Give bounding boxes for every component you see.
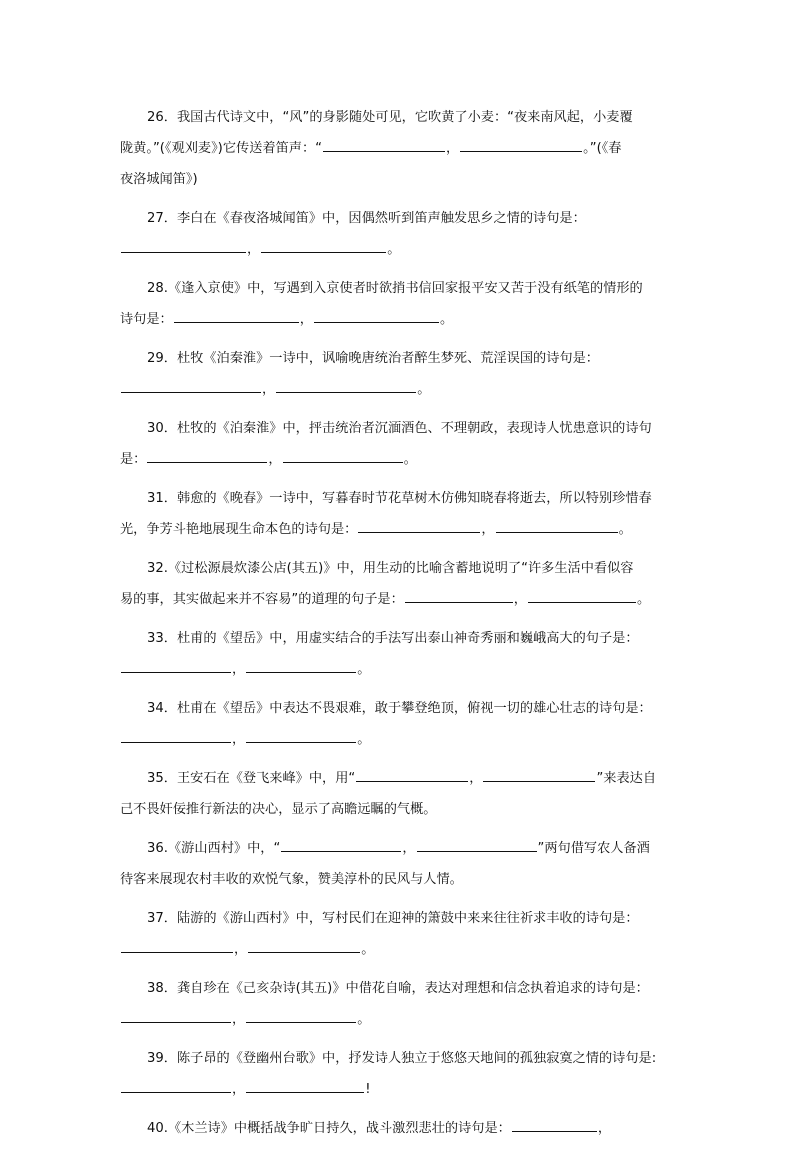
answer-blank[interactable] [358,519,480,533]
answer-blank[interactable] [276,379,416,393]
question-39 [120,1043,678,1105]
question-34 [120,693,678,755]
answer-blank[interactable] [323,138,445,152]
question-28 [120,273,678,335]
answer-blank[interactable] [483,768,595,782]
question-40 [120,1113,678,1144]
answer-blank[interactable] [417,838,537,852]
answer-blank[interactable] [121,729,231,743]
question-text: 夜洛城闻笛》) [120,172,198,187]
question-text: 己不畏奸佞推行新法的决心，显示了高瞻远瞩的气概。 [120,802,437,817]
answer-blank[interactable] [174,309,299,323]
answer-blank[interactable] [121,1009,231,1023]
question-29 [120,343,678,405]
answer-blank[interactable] [512,1118,597,1132]
question-33 [120,623,678,685]
answer-blank[interactable] [121,379,261,393]
question-27 [120,203,678,265]
question-text: 31．韩愈的《晚春》一诗中，写暮春时节花草树木仿佛知晓春将逝去，所以特别珍惜春 [147,491,652,506]
question-text: 38．龚自珍在《己亥杂诗(其五)》中借花自喻，表达对理想和信念执着追求的诗句是： [147,981,649,996]
question-text: 30．杜牧的《泊秦淮》中，抨击统治者沉湎酒色、不理朝政，表现诗人忧患意识的诗句 [147,421,652,436]
answer-line: ， 。 [120,1004,678,1035]
question-text: 26．我国古代诗文中，“风”的身影随处可见，它吹黄了小麦：“夜来南风起，小麦覆 [147,110,633,125]
question-text: 35．王安石在《登飞来峰》中，用“ ， ”来表达自 [120,763,678,794]
answer-blank[interactable] [281,838,401,852]
question-text: 32.《过松源晨炊漆公店(其五)》中，用生动的比喻含蓄地说明了“许多生活中看似容 [147,561,634,576]
answer-blank[interactable] [121,239,246,253]
question-text: 34．杜甫在《望岳》中表达不畏艰难，敢于攀登绝顶，俯视一切的雄心壮志的诗句是： [147,701,652,716]
question-26 [120,102,678,195]
answer-line: ， 。 [120,724,678,755]
question-text: 39．陈子昂的《登幽州台歌》中，抒发诗人独立于悠悠天地间的孤独寂寞之情的诗句是: [147,1051,657,1066]
question-text: 27．李白在《春夜洛城闻笛》中，因偶然听到笛声触发思乡之情的诗句是： [147,211,586,226]
question-text: 28.《逢入京使》中，写遇到入京使者时欲捎书信回家报平安又苦于没有纸笔的情形的 [147,281,643,296]
answer-blank[interactable] [261,239,386,253]
answer-line: 诗句是： ， 。 [120,304,678,335]
answer-blank[interactable] [246,729,356,743]
answer-blank[interactable] [314,309,439,323]
answer-blank[interactable] [246,659,356,673]
question-text: 33．杜甫的《望岳》中，用虚实结合的手法写出泰山神奇秀丽和巍峨高大的句子是： [147,631,639,646]
answer-line: ， 。 [120,374,678,405]
answer-blank[interactable] [121,1079,231,1093]
question-30 [120,413,678,475]
answer-blank[interactable] [246,1079,364,1093]
question-31 [120,483,678,545]
question-37 [120,903,678,965]
question-text: 陇黄。”(《观刈麦》)它传送着笛声：“ ， 。”(《春 [120,133,678,164]
question-text: 29．杜牧《泊秦淮》一诗中，讽喻晚唐统治者醉生梦死、荒淫误国的诗句是： [147,351,599,366]
question-text: 36.《游山西村》中，“ ， ”两句借写农人备酒 [120,833,678,864]
answer-blank[interactable] [147,449,267,463]
answer-line: 光，争芳斗艳地展现生命本色的诗句是： ， 。 [120,514,678,545]
answer-blank[interactable] [496,519,618,533]
answer-blank[interactable] [283,449,403,463]
answer-blank[interactable] [246,1009,356,1023]
question-list [120,102,678,1152]
answer-blank[interactable] [528,589,636,603]
answer-line: 是： ， 。 [120,444,678,475]
question-38 [120,973,678,1035]
answer-blank[interactable] [121,659,231,673]
answer-line: ， 。 [120,234,678,265]
question-text: 37．陆游的《游山西村》中，写村民们在迎神的箫鼓中来来往往祈求丰收的诗句是： [147,911,639,926]
answer-line: ， 。 [120,654,678,685]
answer-line: 易的事，其实做起来并不容易”的道理的句子是： ， 。 [120,584,678,615]
answer-blank[interactable] [405,589,513,603]
answer-blank[interactable] [356,768,468,782]
question-32 [120,553,678,615]
question-36 [120,833,678,895]
answer-line: ， 。 [120,934,678,965]
answer-line: ， ! [120,1074,678,1105]
question-text: 待客来展现农村丰收的欢悦气象，赞美淳朴的民风与人情。 [120,872,463,887]
answer-blank[interactable] [460,138,582,152]
question-text: 40.《木兰诗》中概括战争旷日持久，战斗激烈悲壮的诗句是： ， [120,1113,678,1144]
answer-blank[interactable] [121,939,233,953]
question-35 [120,763,678,825]
answer-blank[interactable] [248,939,360,953]
